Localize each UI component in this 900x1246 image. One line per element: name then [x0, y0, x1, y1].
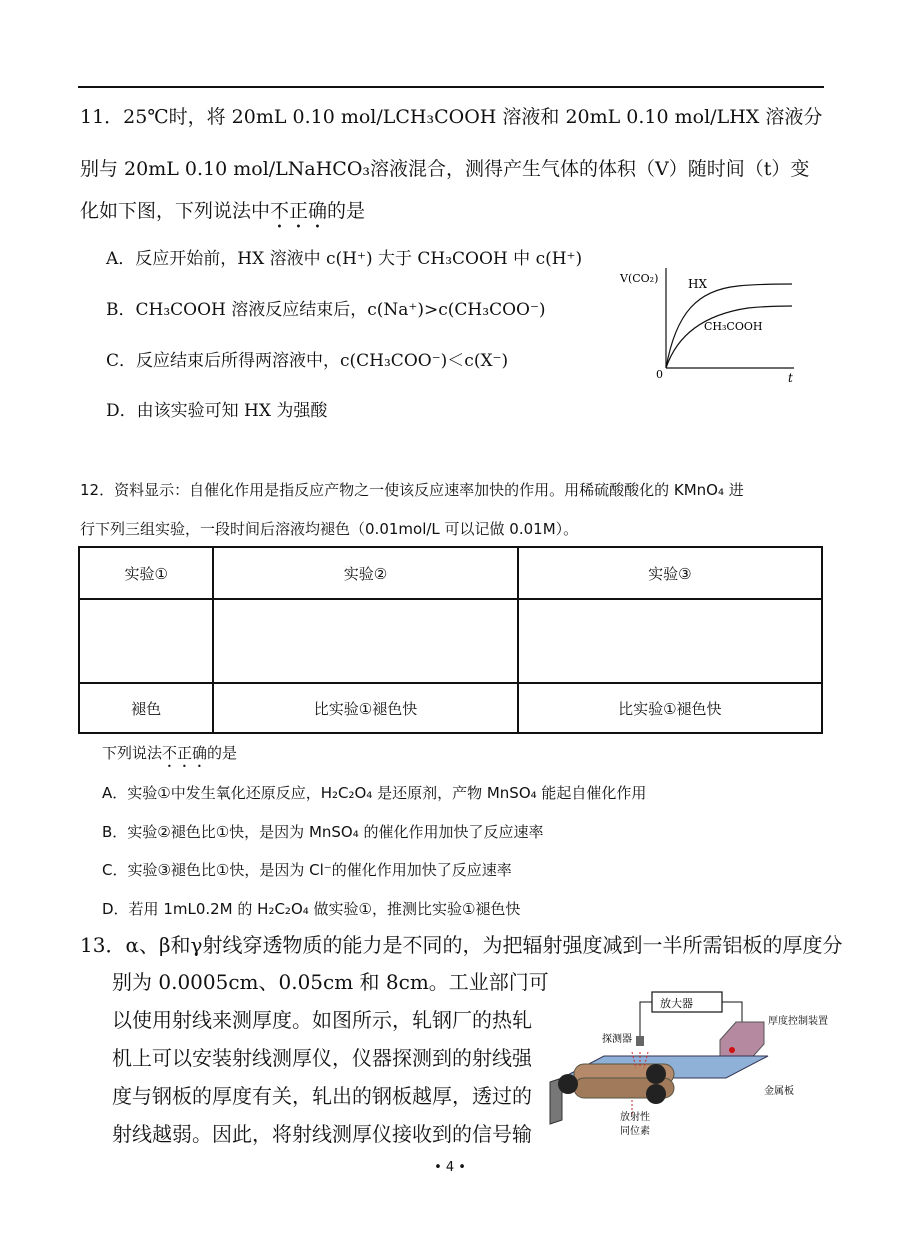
- wire-to-controller: [722, 1002, 742, 1022]
- q12-option-a: A．实验①中发生氧化还原反应，H₂C₂O₄ 是还原剂，产物 MnSO₄ 能起自催化作用: [102, 784, 647, 802]
- top-rule: [78, 86, 824, 88]
- graph-origin: 0: [656, 368, 663, 381]
- q11-stem-line1: 11．25℃时，将 20mL 0.10 mol/LCH₃COOH 溶液和 20mL 0.10 mol/LHX 溶液分: [80, 106, 823, 128]
- source-label-2: 同位素: [620, 1126, 650, 1137]
- q12-stem-line1: 12．资料显示：自催化作用是指反应产物之一使该反应速率加快的作用。用稀硫酸酸化的 KMnO₄ 进: [80, 481, 744, 499]
- experiment-3-setup: [518, 599, 822, 683]
- q12-option-b: B．实验②褪色比①快，是因为 MnSO₄ 的催化作用加快了反应速率: [102, 823, 544, 841]
- q12-option-d: D．若用 1mL0.2M 的 H₂C₂O₄ 做实验①，推测比实验①褪色快: [102, 900, 521, 918]
- roller-end-right-bottom: [646, 1084, 666, 1104]
- experiment-1-setup: [79, 599, 213, 683]
- table-header-row: [79, 547, 822, 599]
- graph-label-hx: HX: [688, 277, 708, 291]
- q11-stem-line2: 别与 20mL 0.10 mol/LNaHCO₃溶液混合，测得产生气体的体积（V）随时间（t）变: [80, 158, 810, 180]
- experiment-table: [78, 546, 823, 734]
- table-result-row: [79, 683, 822, 733]
- graph-label-ch3cooh: CH₃COOH: [704, 320, 763, 333]
- emphasis-not-correct: 不正确: [270, 200, 328, 222]
- roller-end-right-top: [646, 1064, 666, 1084]
- controller-light: [729, 1047, 735, 1053]
- detector-device: [636, 1036, 644, 1046]
- q12-stem-line2: 行下列三组实验，一段时间后溶液均褪色（0.01mol/L 可以记做 0.01M）。: [80, 520, 579, 538]
- source-label-1: 放射性: [620, 1112, 650, 1123]
- graph-ylabel: V(CO₂): [620, 272, 659, 285]
- page-number: • 4 •: [434, 1160, 466, 1175]
- roller-end-left: [558, 1074, 578, 1094]
- header-experiment-1: 实验①: [79, 547, 213, 599]
- graph-xlabel: t: [788, 371, 793, 385]
- result-experiment-2: 比实验①褪色快: [213, 683, 517, 733]
- q13-line5: 度与钢板的厚度有关，轧出的钢板越厚，透过的: [112, 1084, 532, 1108]
- q13-line6: 射线越弱。因此，将射线测厚仪接收到的信号输: [112, 1122, 532, 1146]
- q13-line1: 13．α、β和γ射线穿透物质的能力是不同的，为把辐射强度减到一半所需铝板的厚度分: [80, 933, 843, 957]
- q11-option-d: D．由该实验可知 HX 为强酸: [106, 401, 328, 421]
- q12-prompt: 下列说法不正确的是: [102, 744, 238, 762]
- result-experiment-1: 褪色: [79, 683, 213, 733]
- q13-line2: 别为 0.0005cm、0.05cm 和 8cm。工业部门可: [112, 970, 549, 994]
- experiment-2-setup: [213, 599, 517, 683]
- q11-option-c: C．反应结束后所得两溶液中，c(CH₃COO⁻)＜c(X⁻): [106, 351, 509, 371]
- q13-line3: 以使用射线来测厚度。如图所示，轧钢厂的热轧: [112, 1008, 532, 1032]
- amplifier-label: 放大器: [660, 997, 693, 1010]
- q13-line4: 机上可以安装射线测厚仪，仪器探测到的射线强: [112, 1046, 532, 1070]
- controller-label: 厚度控制装置: [768, 1016, 828, 1027]
- thickness-gauge-figure: [540, 982, 830, 1142]
- q11-option-b: B．CH₃COOH 溶液反应结束后，c(Na⁺)>c(CH₃COO⁻): [106, 300, 546, 320]
- detector-label: 探测器: [602, 1034, 632, 1045]
- plate-label: 金属板: [764, 1086, 794, 1097]
- header-experiment-2: 实验②: [213, 547, 517, 599]
- q11-volume-time-graph: [618, 262, 800, 386]
- emphasis-not-correct-2: 不正确: [162, 744, 208, 762]
- header-experiment-3: 实验③: [518, 547, 822, 599]
- result-experiment-3: 比实验①褪色快: [518, 683, 822, 733]
- q12-option-c: C．实验③褪色比①快，是因为 Cl⁻的催化作用加快了反应速率: [102, 861, 512, 879]
- table-image-row: [79, 599, 822, 683]
- q11-stem-line3: 化如下图，下列说法中不正确的是: [80, 200, 366, 222]
- q11-option-a: A．反应开始前，HX 溶液中 c(H⁺) 大于 CH₃COOH 中 c(H⁺): [106, 249, 583, 269]
